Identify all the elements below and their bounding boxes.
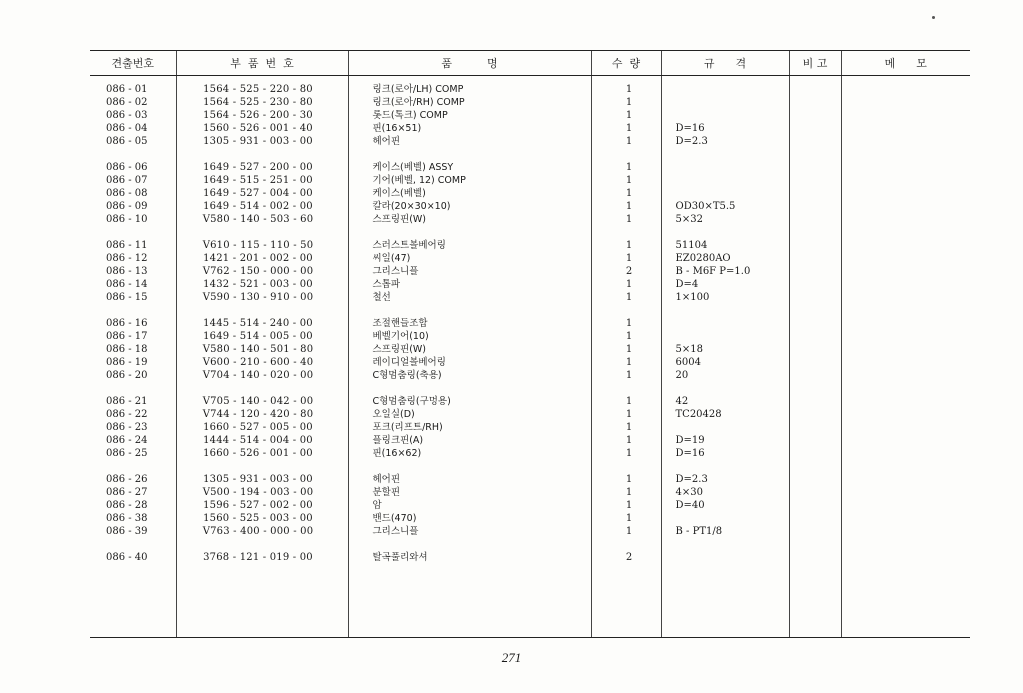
quantity-column <box>591 76 661 638</box>
item-code: 086 - 08 <box>105 188 148 199</box>
item-code: 086 - 13 <box>105 266 148 277</box>
item-code: 086 - 04 <box>105 123 148 134</box>
part-number: V744 - 120 - 420 - 80 <box>202 409 314 420</box>
table-header-row <box>90 51 970 76</box>
quantity: 1 <box>625 370 633 381</box>
spec-value: 6004 <box>675 357 701 368</box>
quantity: 1 <box>625 357 633 368</box>
part-name: 씨일(47) <box>372 253 411 264</box>
quantity: 1 <box>625 513 633 524</box>
group-spacer <box>592 460 661 473</box>
header-spec: 규 격 <box>661 51 789 76</box>
part-name: 링크(로아/RH) COMP <box>372 97 465 108</box>
part-number: 3768 - 121 - 019 - 00 <box>203 552 313 563</box>
quantity: 1 <box>625 136 633 147</box>
group-spacer <box>90 226 176 239</box>
part-number: 1445 - 514 - 240 - 00 <box>203 318 313 329</box>
group-spacer <box>349 226 591 239</box>
group-spacer <box>662 538 789 551</box>
group-spacer <box>90 304 176 317</box>
spec-value: 42 <box>675 396 689 407</box>
group-spacer <box>90 382 176 395</box>
part-number: 1305 - 931 - 003 - 00 <box>203 136 313 147</box>
group-spacer <box>349 148 591 161</box>
item-code: 086 - 11 <box>105 240 148 251</box>
group-spacer <box>349 382 591 395</box>
group-spacer <box>592 304 661 317</box>
quantity: 1 <box>625 500 633 511</box>
part-name: 베벨기어(10) <box>372 331 429 342</box>
quantity: 2 <box>625 266 633 277</box>
part-name: 칼라(20×30×10) <box>372 201 451 212</box>
item-code: 086 - 21 <box>105 396 148 407</box>
spec-value <box>662 330 789 343</box>
memo-column <box>841 76 970 638</box>
item-code: 086 - 40 <box>105 552 148 563</box>
group-spacer <box>592 538 661 551</box>
group-spacer <box>592 226 661 239</box>
group-spacer <box>662 382 789 395</box>
part-name: 철선 <box>372 292 391 303</box>
spec-value <box>662 551 789 564</box>
quantity: 1 <box>625 396 633 407</box>
quantity: 1 <box>625 110 633 121</box>
item-code: 086 - 20 <box>105 370 148 381</box>
group-spacer <box>90 538 176 551</box>
part-number: 1649 - 527 - 200 - 00 <box>203 162 313 173</box>
spec-value <box>662 187 789 200</box>
group-spacer <box>177 148 348 161</box>
part-name: 케이스(베벨) <box>372 188 426 199</box>
quantity: 1 <box>625 253 633 264</box>
part-number: 1649 - 527 - 004 - 00 <box>203 188 313 199</box>
group-spacer <box>349 304 591 317</box>
item-code: 086 - 06 <box>105 162 148 173</box>
part-number: 1564 - 525 - 220 - 80 <box>203 84 313 95</box>
spec-value <box>662 161 789 174</box>
quantity: 1 <box>625 448 633 459</box>
item-code: 086 - 38 <box>105 513 148 524</box>
part-number: 1649 - 515 - 251 - 00 <box>203 175 313 186</box>
part-name: 조절핸들조합 <box>372 318 428 329</box>
group-spacer <box>177 304 348 317</box>
spec-value <box>662 96 789 109</box>
spec-value: D=16 <box>675 448 705 459</box>
quantity: 1 <box>625 487 633 498</box>
spec-value <box>662 83 789 96</box>
group-spacer <box>349 460 591 473</box>
part-name: 밴드(470) <box>372 513 417 524</box>
item-code: 086 - 12 <box>105 253 148 264</box>
part-name: 스프링핀(W) <box>372 214 427 225</box>
note-column <box>789 76 841 638</box>
spec-value: 20 <box>675 370 689 381</box>
spec-value: EZ0280AO <box>675 253 731 264</box>
spec-column <box>661 76 789 638</box>
part-name: 스러스트볼베어링 <box>372 240 446 251</box>
item-code: 086 - 17 <box>105 331 148 342</box>
group-spacer <box>592 382 661 395</box>
quantity: 1 <box>625 240 633 251</box>
quantity: 1 <box>625 201 633 212</box>
part-number: 1660 - 527 - 005 - 00 <box>203 422 313 433</box>
quantity: 1 <box>625 175 633 186</box>
part-name: 플링크핀(A) <box>372 435 424 446</box>
spec-value <box>662 317 789 330</box>
scan-speck <box>932 16 935 19</box>
group-spacer <box>662 460 789 473</box>
part-number: V704 - 140 - 020 - 00 <box>202 370 314 381</box>
header-part-name: 품 명 <box>348 51 591 76</box>
group-spacer <box>662 226 789 239</box>
item-code: 086 - 39 <box>105 526 148 537</box>
group-spacer <box>592 148 661 161</box>
quantity: 1 <box>625 84 633 95</box>
item-code: 086 - 07 <box>105 175 148 186</box>
part-name: 롯드(톡크) COMP <box>372 110 448 121</box>
item-code: 086 - 01 <box>105 84 148 95</box>
part-name: 포크(리프트/RH) <box>372 422 443 433</box>
group-spacer <box>177 538 348 551</box>
part-name: 그리스니플 <box>372 526 419 537</box>
code-column <box>90 76 176 638</box>
part-name: 그리스니플 <box>372 266 419 277</box>
item-code: 086 - 02 <box>105 97 148 108</box>
item-code: 086 - 09 <box>105 201 148 212</box>
group-spacer <box>662 304 789 317</box>
part-name: 암 <box>372 500 382 511</box>
item-code: 086 - 25 <box>105 448 148 459</box>
part-name: 링크(로아/LH) COMP <box>372 84 464 95</box>
item-code: 086 - 28 <box>105 500 148 511</box>
header-part-number: 부 품 번 호 <box>176 51 348 76</box>
item-code: 086 - 10 <box>105 214 148 225</box>
item-code: 086 - 03 <box>105 110 148 121</box>
part-name: 핀(16×62) <box>372 448 422 459</box>
item-code: 086 - 22 <box>105 409 148 420</box>
item-code: 086 - 14 <box>105 279 148 290</box>
spec-value <box>662 512 789 525</box>
part-number: 1421 - 201 - 002 - 00 <box>203 253 313 264</box>
part-number: V580 - 140 - 501 - 80 <box>202 344 314 355</box>
group-spacer <box>90 460 176 473</box>
part-number: V500 - 194 - 003 - 00 <box>202 487 314 498</box>
part-name: 케이스(베벨) ASSY <box>372 162 454 173</box>
group-spacer <box>177 226 348 239</box>
part-number: V763 - 400 - 000 - 00 <box>202 526 314 537</box>
spec-value: D=2.3 <box>675 474 708 485</box>
spec-value: D=16 <box>675 123 705 134</box>
quantity: 1 <box>625 526 633 537</box>
header-note: 비 고 <box>789 51 841 76</box>
quantity: 1 <box>625 162 633 173</box>
item-code: 086 - 19 <box>105 357 148 368</box>
spec-value: D=4 <box>675 279 699 290</box>
spec-value: TC20428 <box>675 409 722 420</box>
part-name: 탈곡풀리와셔 <box>372 552 428 563</box>
spec-value <box>662 109 789 122</box>
quantity: 1 <box>625 331 633 342</box>
item-code: 086 - 26 <box>105 474 148 485</box>
part-name: 레이디얼볼베어링 <box>372 357 446 368</box>
quantity: 1 <box>625 188 633 199</box>
part-number: V705 - 140 - 042 - 00 <box>202 396 314 407</box>
quantity: 1 <box>625 435 633 446</box>
spec-value: 5×18 <box>675 344 703 355</box>
quantity: 1 <box>625 292 633 303</box>
group-spacer <box>662 148 789 161</box>
spec-value: D=40 <box>675 500 705 511</box>
spec-value: 1×100 <box>675 292 710 303</box>
part-name: 분할핀 <box>372 487 401 498</box>
quantity: 1 <box>625 474 633 485</box>
group-spacer <box>177 460 348 473</box>
item-code: 086 - 27 <box>105 487 148 498</box>
part-name: 오일실(D) <box>372 409 415 420</box>
spec-value: D=19 <box>675 435 705 446</box>
item-code: 086 - 24 <box>105 435 148 446</box>
group-spacer <box>177 382 348 395</box>
quantity: 1 <box>625 214 633 225</box>
part-name: C형멈춤링(축용) <box>372 370 442 381</box>
quantity: 2 <box>625 552 633 563</box>
parts-list-table <box>90 50 970 638</box>
part-number: 1564 - 525 - 230 - 80 <box>203 97 313 108</box>
part-number: V600 - 210 - 600 - 40 <box>202 357 314 368</box>
quantity: 1 <box>625 123 633 134</box>
spec-value <box>662 174 789 187</box>
quantity: 1 <box>625 97 633 108</box>
part-name: 헤어핀 <box>372 136 401 147</box>
item-code: 086 - 16 <box>105 318 148 329</box>
spec-value <box>662 421 789 434</box>
header-code: 견출번호 <box>90 51 176 76</box>
quantity: 1 <box>625 279 633 290</box>
group-spacer <box>349 538 591 551</box>
spec-value: OD30×T5.5 <box>675 201 736 212</box>
part-number: V580 - 140 - 503 - 60 <box>202 214 314 225</box>
part-name: 스톱파 <box>372 279 401 290</box>
part-number: 1649 - 514 - 002 - 00 <box>203 201 313 212</box>
quantity: 1 <box>625 409 633 420</box>
part-number: 1660 - 526 - 001 - 00 <box>203 448 313 459</box>
spec-value: 5×32 <box>675 214 703 225</box>
part-number: 1560 - 525 - 003 - 00 <box>203 513 313 524</box>
part-name: C형멈춤링(구멍용) <box>372 396 451 407</box>
quantity: 1 <box>625 344 633 355</box>
header-quantity: 수 량 <box>591 51 661 76</box>
group-spacer <box>90 148 176 161</box>
part-number: V590 - 130 - 910 - 00 <box>202 292 314 303</box>
part-number: V762 - 150 - 000 - 00 <box>202 266 314 277</box>
item-code: 086 - 05 <box>105 136 148 147</box>
table-body-row <box>90 76 970 638</box>
part-number: 1564 - 526 - 200 - 30 <box>203 110 313 121</box>
part-name-column <box>348 76 591 638</box>
item-code: 086 - 23 <box>105 422 148 433</box>
spec-value: B - PT1/8 <box>675 526 723 537</box>
page-number: 271 <box>501 650 522 665</box>
part-name: 기어(베벨, 12) COMP <box>372 175 466 186</box>
part-number-column <box>176 76 348 638</box>
item-code: 086 - 18 <box>105 344 148 355</box>
part-number: 1444 - 514 - 004 - 00 <box>203 435 313 446</box>
part-number: V610 - 115 - 110 - 50 <box>202 240 314 251</box>
part-number: 1560 - 526 - 001 - 40 <box>203 123 313 134</box>
part-number: 1432 - 521 - 003 - 00 <box>203 279 313 290</box>
spec-value: 51104 <box>675 240 708 251</box>
spec-value: 4×30 <box>675 487 703 498</box>
part-number: 1596 - 527 - 002 - 00 <box>203 500 313 511</box>
quantity: 1 <box>625 422 633 433</box>
spec-value: D=2.3 <box>675 136 708 147</box>
part-name: 핀(16×51) <box>372 123 422 134</box>
spec-value: B - M6F P=1.0 <box>675 266 751 277</box>
part-name: 헤어핀 <box>372 474 401 485</box>
part-number: 1649 - 514 - 005 - 00 <box>203 331 313 342</box>
item-code: 086 - 15 <box>105 292 148 303</box>
header-memo: 메 모 <box>841 51 970 76</box>
part-number: 1305 - 931 - 003 - 00 <box>203 474 313 485</box>
part-name: 스프링핀(W) <box>372 344 427 355</box>
quantity: 1 <box>625 318 633 329</box>
